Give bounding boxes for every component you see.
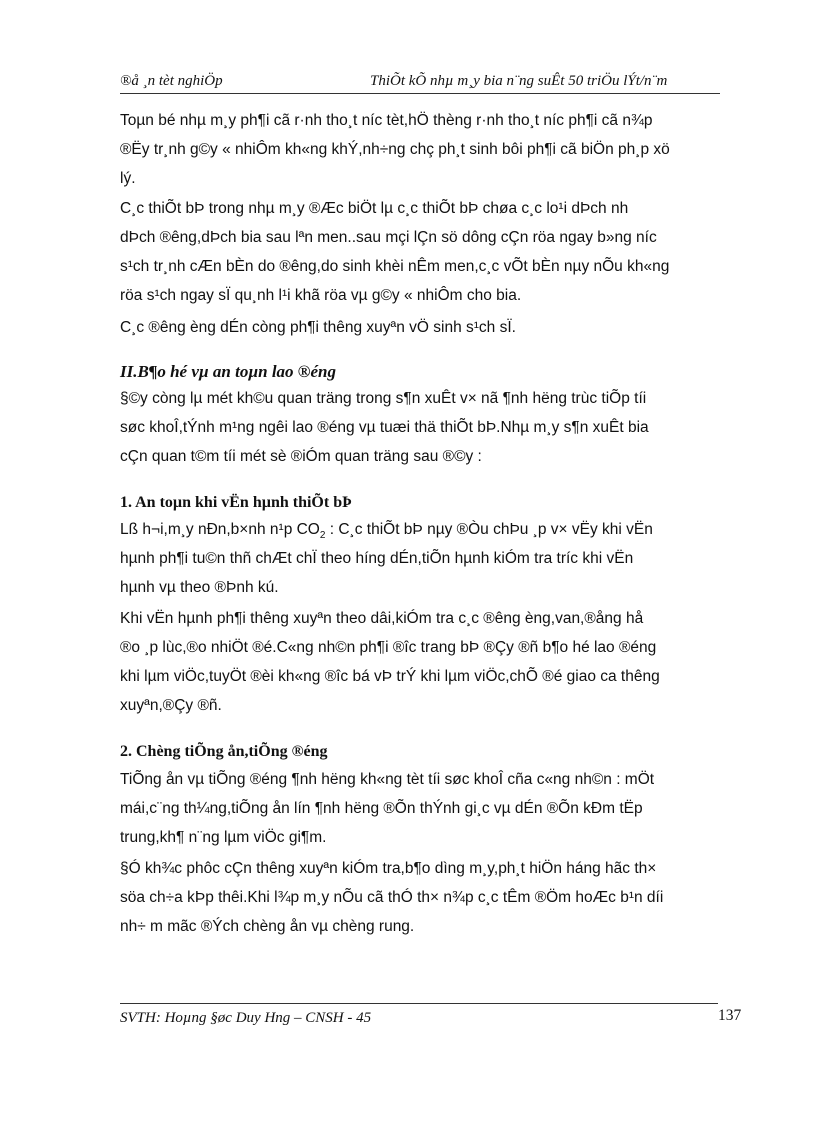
text-line: C¸c thiÕt bÞ trong nhµ m¸y ®Æc biÖt lµ c¸c thiÕt bÞ chøa c¸c lo¹i dÞch nh (120, 200, 629, 217)
header-thesis-title: ThiÕt kÕ nhµ m¸y bia n¨ng suÊt 50 triÖu lÝt/n¨m (370, 73, 668, 89)
text-line: søc khoÎ,tÝnh m¹ng ngêi lao ®éng vµ tuæi thä thiÕt bÞ.Nhµ m¸y s¶n xuÊt bia (120, 419, 649, 436)
text-line: trung,kh¶ n¨ng lµm viÖc gi¶m. (120, 829, 327, 846)
subscript: 2 (319, 530, 326, 542)
text-line: khi lµm viÖc,tuyÖt ®èi kh«ng ®îc bá vÞ trÝ khi lµm viÖc,chÕ ®é giao ca thêng (120, 668, 660, 685)
text-line (120, 515, 726, 544)
text-segment: : C¸c thiÕt bÞ nµy ®Òu chÞu ¸p v× vËy khi vËn (325, 521, 653, 538)
text-line: Toµn bé nhµ m¸y ph¶i cã r·nh tho¸t níc tèt,hÖ thèng r·nh tho¸t níc ph¶i cã n¾p (120, 112, 653, 129)
text-line: C¸c ®êng èng dÉn còng ph¶i thêng xuyªn vÖ sinh s¹ch sÏ. (120, 319, 516, 336)
text-line: hµnh vµ theo ®Þnh kú. (120, 579, 279, 596)
subsection-heading-equipment-safety: 1. An toµn khi vËn hµnh thiÕt bÞ (120, 494, 352, 511)
header-divider (120, 93, 720, 94)
paragraph-pipelines (120, 313, 726, 342)
paragraph-noise-remedies (120, 854, 726, 941)
footer-divider (120, 1003, 718, 1004)
text-line: cÇn quan t©m tíi mét sè ®iÓm quan träng sau ®©y : (120, 448, 482, 465)
text-line: röa s¹ch ngay sÏ qu¸nh l¹i khã röa vµ g©y « nhiÔm cho bia. (120, 287, 522, 304)
text-line: Khi vËn hµnh ph¶i thêng xuyªn theo dâi,kiÓm tra c¸c ®êng èng,van,®ång hå (120, 610, 644, 627)
header-thesis-label: ®å ¸n tèt nghiÖp (120, 73, 223, 89)
paragraph-drainage (120, 106, 726, 193)
text-line: nh÷ m mãc ®Ých chèng ån vµ chèng rung. (120, 918, 415, 935)
paragraph-noise-effects (120, 765, 726, 852)
footer-author: SVTH: Hoµng §øc Duy Hng – CNSH - 45 (120, 1010, 372, 1026)
text-line: ®o ¸p lùc,®o nhiÖt ®é.C«ng nh©n ph¶i ®îc trang bÞ ®Çy ®ñ b¶o hé lao ®éng (120, 639, 657, 656)
page-number: 137 (718, 1007, 742, 1024)
text-line: söa ch÷a kÞp thêi.Khi l¾p m¸y nÕu cã thÓ th× n¾p c¸c tÊm ®Öm hoÆc b¹n díi (120, 889, 664, 906)
text-line: mái,c¨ng th¼ng,tiÕng ån lín ¶nh hëng ®Õn thÝnh gi¸c vµ dÉn ®Õn kÐm tËp (120, 800, 643, 817)
text-line: xuyªn,®Çy ®ñ. (120, 697, 222, 714)
text-line: hµnh ph¶i tu©n thñ chÆt chÏ theo híng dÉn,tiÕn hµnh kiÓm tra tríc khi vËn (120, 550, 634, 567)
paragraph-operation-monitoring (120, 604, 726, 720)
subsection-heading-noise: 2. Chèng tiÕng ån,tiÕng ®éng (120, 743, 328, 760)
text-line: s¹ch tr¸nh cÆn bÈn do ®êng,do sinh khèi nÊm men,c¸c vÕt bÈn nµy nÕu kh«ng (120, 258, 670, 275)
text-line: lý. (120, 170, 136, 187)
text-line: ®Ëy tr¸nh g©y « nhiÔm kh«ng khÝ,nh÷ng chç ph¸t sinh bôi ph¶i cã biÖn ph¸p xö (120, 141, 670, 158)
paragraph-equipment-cleaning (120, 194, 726, 310)
section-heading: II.B¶o hé vµ an toµn lao ®éng (120, 362, 337, 381)
text-line: dÞch ®êng,dÞch bia sau lªn men..sau mçi lÇn sö dông cÇn röa ngay b»ng níc (120, 229, 657, 246)
text-line: TiÕng ån vµ tiÕng ®éng ¶nh hëng kh«ng tèt tíi søc khoÎ cña c«ng nh©n : mÖt (120, 771, 655, 788)
text-segment: Lß h¬i,m¸y nÐn,b×nh n¹p CO (120, 521, 320, 538)
text-line: §©y còng lµ mét kh©u quan träng trong s¶n xuÊt v× nã ¶nh hëng trùc tiÕp tíi (120, 390, 647, 407)
paragraph-section-intro (120, 384, 726, 471)
paragraph-pressure-equipment (120, 515, 726, 602)
text-line: §Ó kh¾c phôc cÇn thêng xuyªn kiÓm tra,b¶o dìng m¸y,ph¸t hiÖn háng hãc th× (120, 860, 657, 877)
